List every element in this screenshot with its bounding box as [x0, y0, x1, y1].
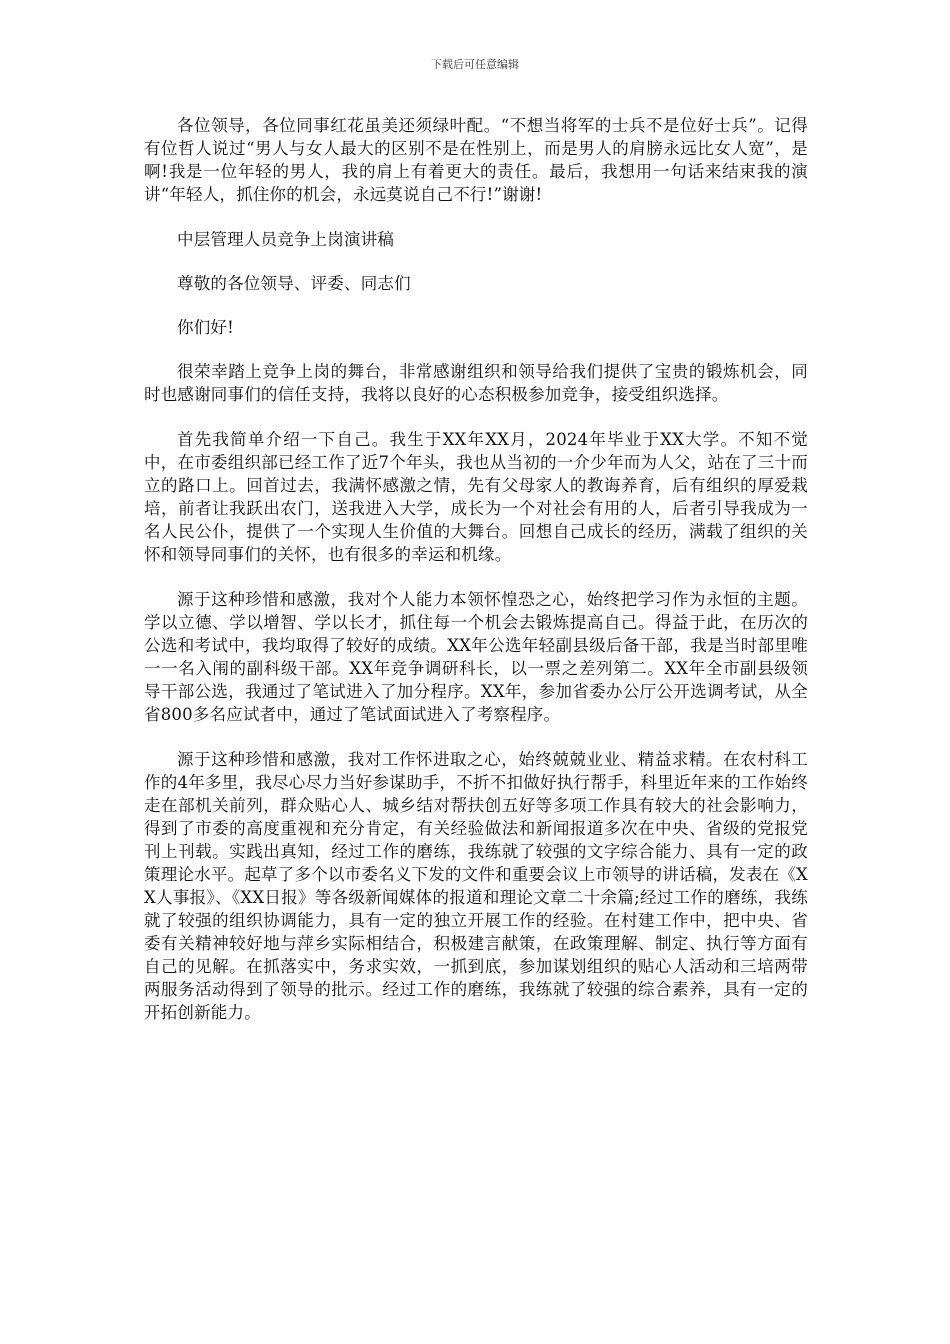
- paragraph-learning: 源于这种珍惜和感激，我对个人能力本领怀惶恐之心，始终把学习作为永恒的主题。学以立德、学以增智、学以长才，抓住每一个机会去锻炼提高自己。得益于此，在历次的公选和考试中，我均取得了较好的成绩。XX年公选年轻副县级后备干部，我是当时部里唯一一名入闱的副科级干部。XX年竞争调研科长，以一票之差列第二。XX年全市副县级领导干部公选，我通过了笔试进入了加分程序。XX年，参加省委办公厅公开选调考试，从全省800多名应试者中，通过了笔试面试进入了考察程序。: [144, 590, 808, 724]
- paragraph-work: 源于这种珍惜和感激，我对工作怀进取之心，始终兢兢业业、精益求精。在农村科工作的4年多里，我尽心尽力当好参谋助手，不折不扣做好执行帮手，科里近年来的工作始终走在部机关前列，群众贴心人、城乡结对帮扶创五好等多项工作具有较大的社会影响力，得到了市委的高度重视和充分肯定，有关经验做法和新闻报道多次在中央、省级的党报党刊上刊载。实践出真知，经过工作的磨练，我练就了较强的文字综合能力、具有一定的政策理论水平。起草了多个以市委名义下发的文件和重要会议上市领导的讲话稿，发表在《XX人事报》、《XX日报》等各级新闻媒体的报道和理论文章二十余篇;经过工作的磨练，我练就了较强的组织协调能力，具有一定的独立开展工作的经验。在村建工作中，把中央、省委有关精神较好地与萍乡实际相结合，积极建言献策，在政策理解、制定、执行等方面有自己的见解。在抓落实中，务求实效，一抓到底，参加谋划组织的贴心人活动和三培两带两服务活动得到了领导的批示。经过工作的磨练，我练就了较强的综合素养，具有一定的开拓创新能力。: [144, 750, 808, 1022]
- paragraph-closing-remarks: 各位领导，各位同事红花虽美还须绿叶配。“不想当将军的士兵不是位好士兵”。记得有位哲人说过“男人与女人最大的区别不是在性别上，而是男人的肩膀永远比女人宽”，是啊!我是一位年轻的男人，我的肩上有着更大的责任。最后，我想用一句话来结束我的演讲“年轻人，抓住你的机会，永远莫说自己不行!”谢谢!: [144, 116, 808, 204]
- page-header: 下载后可任意编辑: [431, 58, 519, 71]
- document-body: [144, 114, 808, 1046]
- paragraph-self-introduction: 首先我简单介绍一下自己。我生于XX年XX月，2024年毕业于XX大学。不知不觉中，在市委组织部已经工作了近7个年头，我也从当初的一介少年而为人父，站在了三十而立的路口上。回首过去，我满怀感激之情，先有父母家人的教诲养育，后有组织的厚爱栽培，前者让我跃出农门，送我进入大学，成长为一个对社会有用的人，后者引导我成为一名人民公仆，提供了一个实现人生价值的大舞台。回想自己成长的经历，满载了组织的关怀和领导同事们的关怀，也有很多的幸运和机缘。: [144, 430, 808, 564]
- salutation: 尊敬的各位领导、评委、同志们: [177, 274, 411, 293]
- paragraph-opening: 很荣幸踏上竞争上岗的舞台，非常感谢组织和领导给我们提供了宝贵的锻炼机会，同时也感谢同事们的信任支持，我将以良好的心态积极参加竞争，接受组织选择。: [144, 362, 808, 404]
- greeting: 你们好!: [177, 318, 234, 337]
- document-title: 中层管理人员竞争上岗演讲稿: [177, 230, 395, 249]
